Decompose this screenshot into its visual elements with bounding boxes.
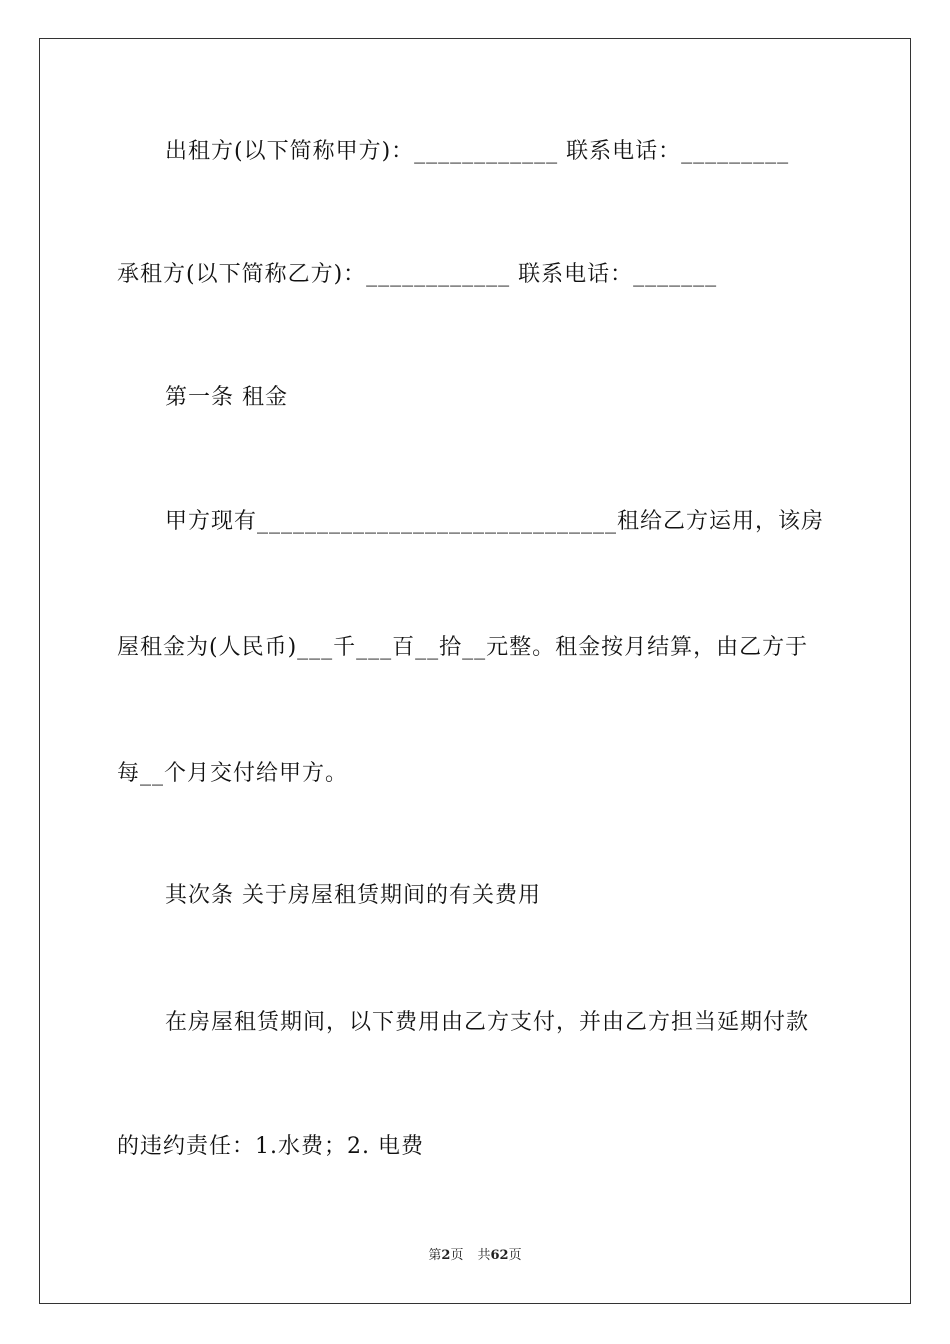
article-2-paragraph-line-1: 在房屋租赁期间，以下费用由乙方支付，并由乙方担当延期付款: [165, 1010, 810, 1035]
article-1-paragraph-line-3: 每__个月交付给甲方。: [117, 761, 349, 786]
lessor-line: 出租方(以下简称甲方)：____________ 联系电话：_________: [165, 139, 790, 164]
article-1-paragraph-line-2: 屋租金为(人民币)___千___百__拾__元整。租金按月结算，由乙方于: [117, 635, 809, 660]
lessee-line: 承租方(以下简称乙方)：____________ 联系电话：_______: [117, 262, 718, 287]
page-prefix: 第: [428, 1248, 442, 1263]
total-pages: 62: [490, 1248, 509, 1263]
article-2-heading: 其次条 关于房屋租赁期间的有关费用: [165, 883, 541, 908]
total-prefix: 共: [477, 1248, 491, 1263]
page-border: [39, 38, 911, 1304]
page-footer: [0, 1248, 950, 1264]
page-current: 2: [441, 1248, 451, 1263]
article-2-paragraph-line-2: 的违约责任：1.水费；2. 电费: [117, 1134, 424, 1159]
article-1-heading: 第一条 租金: [165, 385, 288, 410]
total-suffix: 页: [508, 1248, 522, 1263]
article-1-paragraph-line-1: 甲方现有______________________________租给乙方运用，该房: [165, 509, 825, 534]
page-suffix: 页: [450, 1248, 464, 1263]
